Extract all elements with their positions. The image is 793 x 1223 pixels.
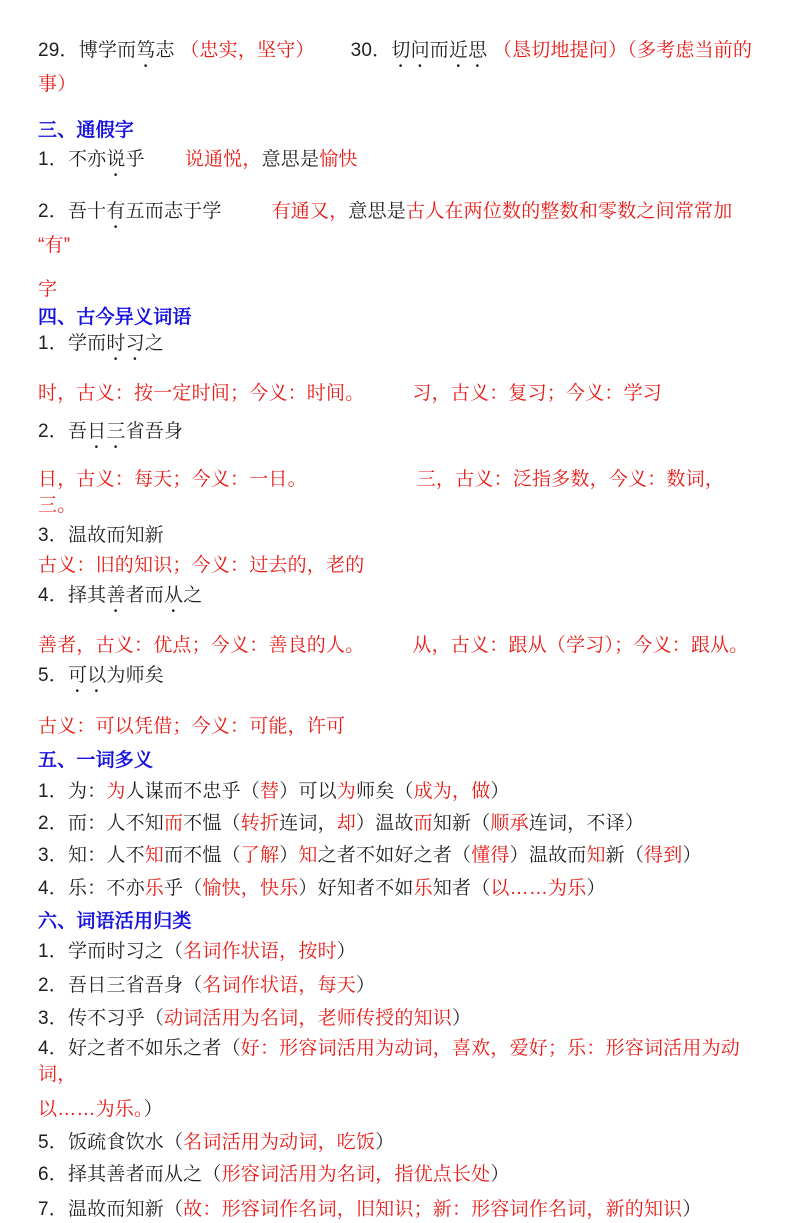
text-run: ）	[355, 975, 376, 996]
text-run: 乎	[125, 149, 145, 170]
text-run: 而不愠（	[163, 845, 241, 866]
text-run: 连词，	[279, 813, 337, 834]
text-run: 省吾身	[125, 421, 184, 442]
text-run: 从，古义：跟从（学习）；今义：跟从。	[412, 635, 749, 656]
text-line	[38, 876, 757, 902]
text-run: 者而	[125, 585, 164, 606]
text-run: 意思是	[348, 201, 407, 222]
text-run: 而	[163, 813, 184, 834]
text-run: 意思是	[261, 149, 320, 170]
column-gap	[364, 398, 412, 399]
text-run: 知者（	[432, 878, 491, 899]
text-line	[38, 1130, 757, 1156]
text-run: 2．吾	[38, 421, 88, 442]
text-run: 说通悦，	[184, 149, 262, 170]
text-run: 得到	[644, 845, 683, 866]
text-run: 六、词语活用归类	[38, 911, 192, 932]
text-run: 1．学而	[38, 333, 107, 354]
text-line	[38, 663, 757, 697]
text-run: ）	[682, 845, 702, 866]
text-run: 替	[259, 781, 280, 802]
text-line	[38, 1097, 757, 1123]
text-run: 为	[336, 781, 356, 802]
text-run: 却	[336, 813, 356, 834]
column-gap	[145, 164, 185, 165]
text-run: 乐	[144, 878, 164, 899]
text-run: ）	[586, 878, 606, 899]
section-heading	[38, 118, 757, 144]
text-run: 有通又，	[271, 201, 349, 222]
text-run: 名词作状语，每天	[202, 975, 356, 996]
section-heading	[38, 305, 757, 331]
text-run: 连词，不译）	[528, 813, 645, 834]
text-line	[38, 1006, 757, 1032]
text-run: 愉快	[319, 149, 358, 170]
text-run: ）	[682, 1199, 702, 1220]
text-run: 4．择其	[38, 585, 107, 606]
document-body	[38, 38, 757, 1223]
text-run: ）可以	[279, 781, 337, 802]
text-run: ）	[279, 845, 299, 866]
text-run: 字	[38, 279, 58, 300]
text-run: （忠实，坚守）	[180, 40, 315, 61]
text-line	[38, 633, 757, 659]
text-run: ）温故而	[509, 845, 587, 866]
text-run: 有	[106, 201, 126, 222]
text-run: 了解	[240, 845, 280, 866]
text-run: 不愠（	[183, 813, 241, 834]
text-run: 故：形容词作名词，旧知识；新：形容词作名词，新的知识	[183, 1199, 683, 1220]
text-run: ）	[490, 781, 510, 802]
text-line	[38, 553, 757, 579]
text-run: 之	[144, 333, 164, 354]
text-run: 以……为乐。	[38, 1099, 144, 1120]
section-heading	[38, 748, 757, 774]
text-line	[38, 419, 757, 453]
text-run: 乎（	[163, 878, 203, 899]
text-run: 之	[183, 585, 203, 606]
text-line	[38, 843, 757, 869]
text-run: 日三	[87, 421, 126, 442]
text-run: 日，古义：每天；今义：一日。	[38, 469, 307, 490]
text-line	[38, 38, 757, 98]
text-run: ）	[375, 1132, 395, 1153]
text-line	[38, 973, 757, 999]
column-gap	[315, 55, 351, 56]
text-run: 近思	[448, 40, 488, 61]
text-run: 1．为：	[38, 781, 107, 802]
text-run: 5．饭疏食饮水（	[38, 1132, 184, 1153]
text-line	[38, 381, 757, 407]
text-run: 说	[106, 149, 126, 170]
text-run: 5．	[38, 665, 68, 686]
text-run: ）	[336, 941, 356, 962]
text-line	[38, 277, 757, 303]
text-line	[38, 147, 757, 181]
text-run: 古人在两位数的整数和零数之间常常加“有”	[38, 201, 733, 256]
text-line	[38, 1197, 757, 1223]
text-line	[38, 811, 757, 837]
text-run: 师矣（	[356, 781, 414, 802]
text-run: 1．学而时习之（	[38, 941, 184, 962]
text-run: 五而志于学	[125, 201, 222, 222]
text-run: ）	[451, 1008, 472, 1029]
text-run: 新（	[605, 845, 645, 866]
text-run: 乐	[413, 878, 433, 899]
text-run: 30．	[350, 40, 392, 61]
text-run: 时习	[106, 333, 145, 354]
text-run: ）好知者不如	[298, 878, 414, 899]
text-run: 可以	[67, 665, 107, 686]
text-run: 愉快，快乐	[202, 878, 299, 899]
text-run: 3．温故而知新	[38, 525, 164, 546]
text-run: 成为，做	[413, 781, 491, 802]
text-run: 以……为乐	[490, 878, 587, 899]
text-run: 人谋而不忠乎（	[125, 781, 260, 802]
text-run: ）	[490, 1164, 510, 1185]
text-run: 顺承	[490, 813, 529, 834]
text-line	[38, 523, 757, 549]
text-run: （恳切地提问）（多考虑当前的事）	[38, 40, 753, 95]
text-run: 笃	[136, 40, 156, 61]
text-run: 1．不亦	[38, 149, 107, 170]
text-run: 古义：旧的知识；今义：过去的，老的	[38, 555, 365, 576]
text-run: 之者不如好之者（	[317, 845, 472, 866]
text-run: 善者，古义：优点；今义：善良的人。	[38, 635, 365, 656]
text-run: 而	[429, 40, 449, 61]
text-run: 动词活用为名词，老师传授的知识	[163, 1008, 452, 1029]
text-run: 习，古义：复习；今义：学习	[412, 383, 663, 404]
text-run: 2．吾十	[38, 201, 107, 222]
text-run: 好：形容词活用为动词，喜欢，爱好；乐：形容词活用为动词，	[38, 1038, 740, 1085]
text-run: 29．博学而	[38, 40, 137, 61]
text-run: 切问	[391, 40, 430, 61]
text-run: ）	[143, 1099, 163, 1120]
text-line	[38, 1036, 757, 1088]
text-run: 名词活用为动词，吃饭	[183, 1132, 376, 1153]
text-run: 7．温故而知新（	[38, 1199, 184, 1220]
text-run: 知	[298, 845, 318, 866]
text-run: 转折	[240, 813, 280, 834]
text-run: 2．而：人不知	[38, 813, 164, 834]
text-run: 而	[413, 813, 433, 834]
text-line	[38, 1162, 757, 1188]
text-line	[38, 714, 757, 740]
text-run: 知新（	[432, 813, 491, 834]
text-line	[38, 199, 757, 259]
text-line	[38, 331, 757, 365]
text-run: 知	[144, 845, 164, 866]
text-run: ）温故	[356, 813, 414, 834]
text-run: 6．择其善者而从之（	[38, 1164, 222, 1185]
text-run: 古义：可以凭借；今义：可能，许可	[38, 716, 346, 737]
text-run: 形容词活用为名词，指优点长处	[221, 1164, 491, 1185]
text-run: 三、通假字	[38, 120, 135, 141]
text-run: 从	[163, 585, 184, 606]
text-run: 3．传不习乎（	[38, 1008, 164, 1029]
text-run: 时，古义：按一定时间；今义：时间。	[38, 383, 365, 404]
text-run: 为	[106, 781, 126, 802]
column-gap	[364, 650, 412, 651]
text-run: 4．乐：不亦	[38, 878, 145, 899]
text-run: 3．知：人不	[38, 845, 145, 866]
text-line	[38, 779, 757, 805]
text-line	[38, 939, 757, 965]
column-gap	[307, 484, 417, 485]
text-run: 4．好之者不如乐之者（	[38, 1038, 241, 1059]
text-run: 为师矣	[106, 665, 164, 686]
section-heading	[38, 909, 757, 935]
text-run: 四、古今异义词语	[38, 307, 192, 328]
text-run: 三，古义：泛指多数，今义：数词，三。	[38, 469, 725, 516]
text-run: 知	[586, 845, 606, 866]
text-line	[38, 467, 757, 519]
text-line	[38, 583, 757, 617]
text-run: 善	[106, 585, 126, 606]
text-run: 五、一词多义	[38, 750, 154, 771]
column-gap	[222, 216, 272, 217]
text-run: 名词作状语，按时	[183, 941, 337, 962]
text-run: 懂得	[471, 845, 510, 866]
text-run: 志	[155, 40, 181, 61]
text-run: 2．吾日三省吾身（	[38, 975, 203, 996]
